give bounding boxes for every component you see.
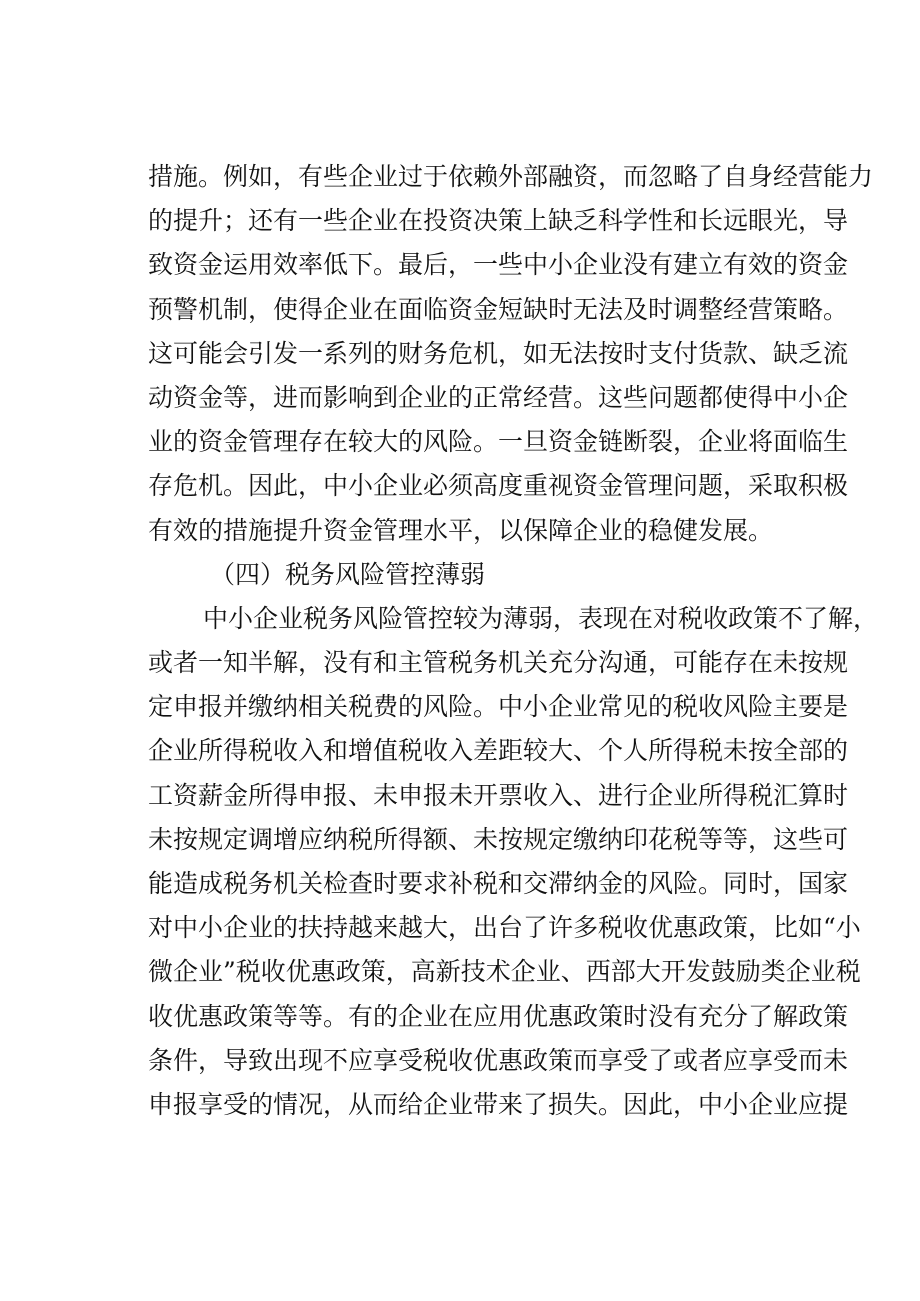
document-body xyxy=(148,155,879,1127)
text-line: 定申报并缴纳相关税费的风险。中小企业常见的税收风险主要是 xyxy=(148,692,849,722)
text-line: 中小企业税务风险管控较为薄弱，表现在对税收政策不了解， xyxy=(203,603,879,633)
text-line: 存危机。因此，中小企业必须高度重视资金管理问题，采取积极 xyxy=(148,471,849,501)
text-line: 或者一知半解，没有和主管税务机关充分沟通，可能存在未按规 xyxy=(148,648,849,678)
text-line: 业的资金管理存在较大的风险。一旦资金链断裂，企业将面临生 xyxy=(148,427,849,457)
text-line: 微企业”税收优惠政策，高新技术企业、西部大开发鼓励类企业税 xyxy=(148,957,861,987)
text-line: 企业所得税收入和增值税收入差距较大、个人所得税未按全部的 xyxy=(148,736,849,766)
text-line: 这可能会引发一系列的财务危机，如无法按时支付货款、缺乏流 xyxy=(148,338,849,368)
text-line: 条件，导致出现不应享受税收优惠政策而享受了或者应享受而未 xyxy=(148,1045,849,1075)
text-line: 有效的措施提升资金管理水平，以保障企业的稳健发展。 xyxy=(148,515,774,545)
paragraph-tax-risk xyxy=(148,597,879,1127)
text-line: 的提升；还有一些企业在投资决策上缺乏科学性和长远眼光，导 xyxy=(148,206,849,236)
section-heading: （四）税务风险管控薄弱 xyxy=(210,559,486,589)
text-line: 申报享受的情况，从而给企业带来了损失。因此，中小企业应提 xyxy=(148,1089,849,1119)
text-line: 收优惠政策等等。有的企业在应用优惠政策时没有充分了解政策 xyxy=(148,1001,849,1031)
text-line: 能造成税务机关检查时要求补税和交滞纳金的风险。同时，国家 xyxy=(148,869,849,898)
text-line: 工资薪金所得申报、未申报未开票收入、进行企业所得税汇算时 xyxy=(148,780,849,810)
text-line: 预警机制，使得企业在面临资金短缺时无法及时调整经营策略。 xyxy=(148,294,849,324)
paragraph-funding-risk xyxy=(148,155,874,553)
text-line: 致资金运用效率低下。最后，一些中小企业没有建立有效的资金 xyxy=(148,250,849,280)
text-line: 措施。例如，有些企业过于依赖外部融资，而忽略了自身经营能力 xyxy=(148,162,874,191)
text-line: 动资金等，进而影响到企业的正常经营。这些问题都使得中小企 xyxy=(148,382,849,412)
text-line: 对中小企业的扶持越来越大，出台了许多税收优惠政策，比如“小 xyxy=(148,913,861,943)
text-line: 未按规定调增应纳税所得额、未按规定缴纳印花税等等，这些可 xyxy=(148,824,849,854)
